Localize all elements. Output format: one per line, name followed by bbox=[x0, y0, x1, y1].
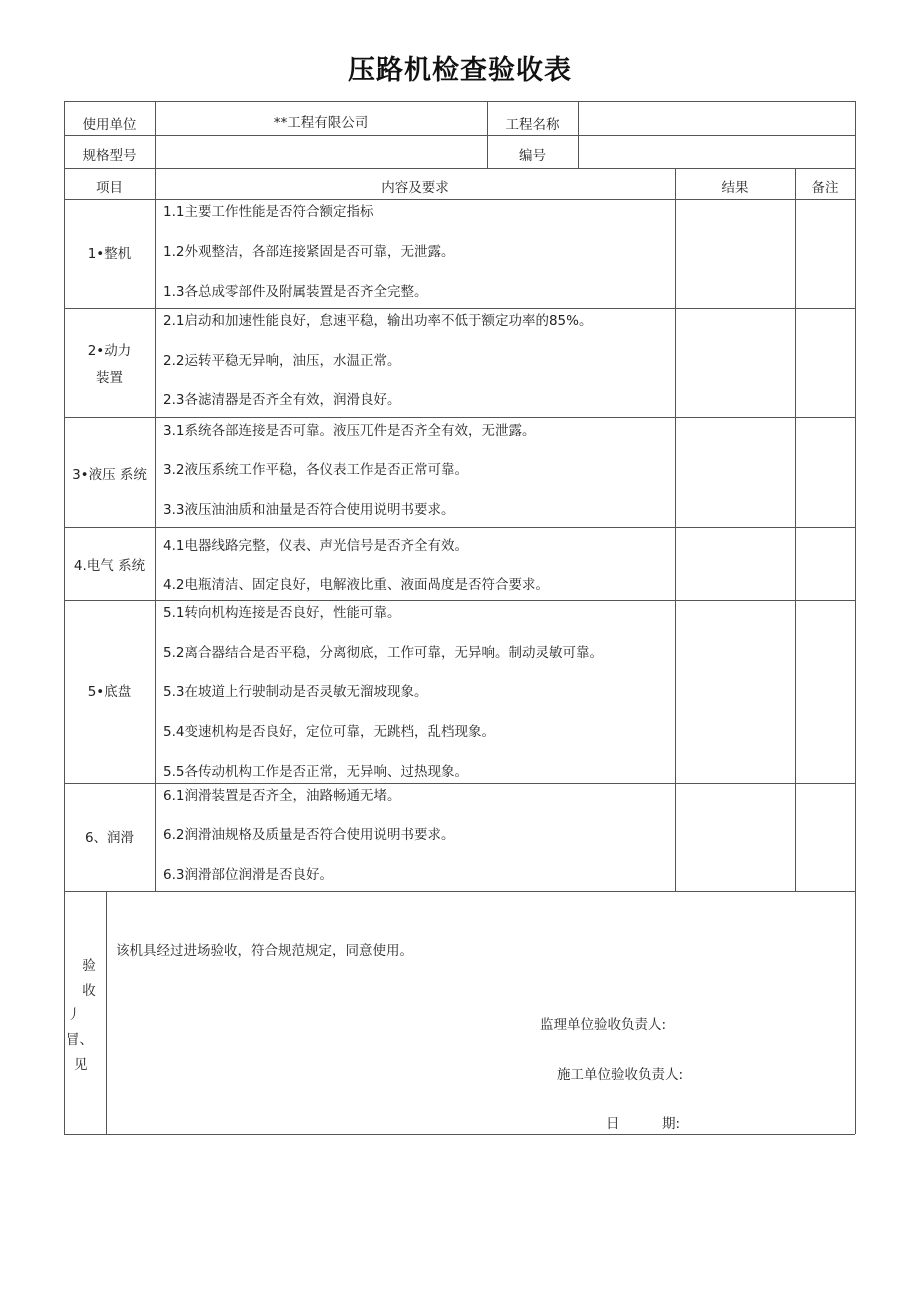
section-name: 4.电气 系统 bbox=[73, 558, 146, 574]
col-content-header: 内容及要求 bbox=[381, 180, 449, 196]
check-item: 5.3在坡道上行驶制动是否灵敏无溜坡现象。 bbox=[163, 684, 428, 700]
supervisor-signature-label: 监理单位验收负责人: bbox=[540, 1017, 667, 1033]
section-name: 3•液压 系统 bbox=[72, 467, 147, 483]
section-name: 2•动力 bbox=[87, 343, 132, 359]
acceptance-label: 验 bbox=[82, 958, 96, 974]
model-label: 规格型号 bbox=[82, 148, 137, 164]
check-item: 3.1系统各部连接是否可靠。液压兀件是否齐全有效，无泄露。 bbox=[163, 423, 536, 439]
check-item: 5.2离合器结合是否平稳，分离彻底，工作可靠，无异响。制动灵敏可靠。 bbox=[163, 645, 603, 661]
check-item: 5.1转向机构连接是否良好，性能可靠。 bbox=[163, 605, 401, 621]
check-item: 1.3各总成零部件及附属装置是否齐全完整。 bbox=[163, 284, 428, 300]
date-label: 日 bbox=[606, 1116, 620, 1132]
check-item: 3.2液压系统工作平稳，各仪表工作是否正常可靠。 bbox=[163, 462, 468, 478]
check-item: 2.2运转平稳无异响，油压，水温正常。 bbox=[163, 353, 401, 369]
check-item: 4.1电器线路完整，仪表、声光信号是否齐全有效。 bbox=[163, 538, 468, 554]
col-item-header: 项目 bbox=[96, 180, 123, 196]
section-name: 1•整机 bbox=[87, 246, 132, 262]
section-name-cont: 装置 bbox=[96, 370, 123, 386]
check-item: 4.2电瓶清洁、固定良好，电解液比重、液面咼度是否符合要求。 bbox=[163, 577, 549, 593]
check-item: 6.2润滑油规格及质量是否符合使用说明书要求。 bbox=[163, 827, 455, 843]
check-item: 2.1启动和加速性能良好，怠速平稳，输出功率不低于额定功率的85%。 bbox=[163, 313, 593, 329]
col-result-header: 结果 bbox=[721, 180, 749, 196]
check-item: 2.3各滤清器是否齐全有效，润滑良好。 bbox=[163, 392, 401, 408]
number-label: 编号 bbox=[519, 148, 546, 164]
unit-value[interactable]: **工程有限公司 bbox=[273, 115, 369, 131]
acceptance-label: 冒、 bbox=[66, 1032, 93, 1048]
section-name: 5•底盘 bbox=[87, 684, 132, 700]
acceptance-label: 收 bbox=[82, 983, 96, 999]
unit-label: 使用单位 bbox=[82, 117, 137, 133]
section-name: 6、润滑 bbox=[84, 830, 135, 846]
check-item: 5.4变速机构是否良好，定位可靠，无跳档，乱档现象。 bbox=[163, 724, 495, 740]
check-item: 1.1主要工作性能是否符合额定指标 bbox=[163, 204, 374, 220]
project-label: 工程名称 bbox=[505, 117, 560, 133]
acceptance-label: 见 bbox=[74, 1057, 88, 1073]
date-label-suffix: 期: bbox=[662, 1116, 681, 1132]
check-item: 3.3液压油油质和油量是否符合使用说明书要求。 bbox=[163, 502, 455, 518]
col-remark-header: 备注 bbox=[811, 180, 839, 196]
check-item: 6.3润滑部位润滑是否良好。 bbox=[163, 867, 333, 883]
check-item: 1.2外观整洁，各部连接紧固是否可靠，无泄露。 bbox=[163, 244, 455, 260]
acceptance-opinion: 该机具经过进场验收，符合规范规定，同意使用。 bbox=[116, 943, 413, 959]
acceptance-label: 丿 bbox=[67, 1007, 81, 1023]
page-title: 压路机检查验收表 bbox=[348, 55, 572, 86]
check-item: 5.5各传动机构工作是否正常，无异响、过热现象。 bbox=[163, 764, 468, 780]
constructor-signature-label: 施工单位验收负责人: bbox=[557, 1067, 684, 1083]
check-item: 6.1润滑装置是否齐全，油路畅通无堵。 bbox=[163, 788, 401, 804]
